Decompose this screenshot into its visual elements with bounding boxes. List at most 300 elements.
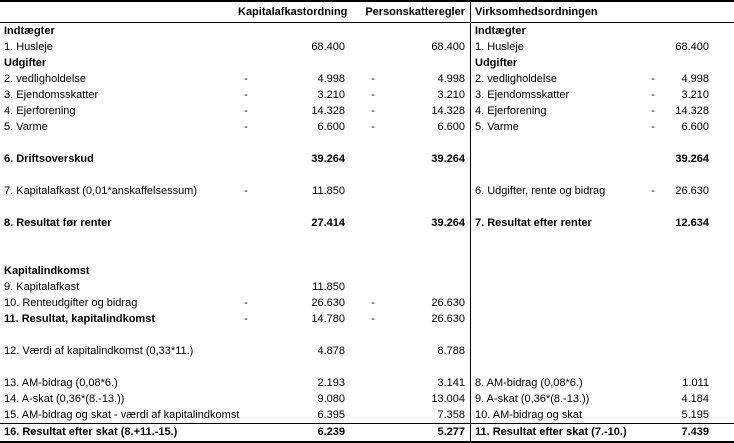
row-label-left: 16. Resultat efter skat (8.+11.-15.) [4,426,178,438]
row-label-right [471,295,645,311]
minus-sign [645,151,661,167]
row-label-right [471,327,645,343]
minus-sign [645,55,661,71]
row-label-left: 1. Husleje [4,41,53,53]
table-row [0,23,734,39]
value-personskatteregler [381,55,465,71]
value-virksomhedsordningen [661,231,709,247]
right-pane [470,327,734,343]
value-kapitalafkastordning: 27.414 [311,217,345,229]
minus-sign [238,135,254,151]
minus-sign [645,327,661,343]
minus-sign [365,167,381,183]
spacer [345,391,365,407]
value-virksomhedsordningen [661,327,709,343]
value-virksomhedsordningen: 39.264 [675,153,709,165]
minus-sign [365,55,381,71]
minus-sign: - [651,73,655,85]
table-row [0,167,734,183]
value-virksomhedsordningen [661,359,709,375]
left-pane [0,55,470,71]
minus-sign [365,263,381,279]
minus-sign [645,343,661,359]
minus-sign [238,247,254,263]
minus-sign: - [651,105,655,117]
value-kapitalafkastordning: 2.193 [317,377,345,389]
right-pane [470,183,734,199]
value-personskatteregler [381,167,465,183]
minus-sign: - [371,313,375,325]
minus-sign [365,151,381,167]
spacer [345,135,365,151]
value-personskatteregler [381,231,465,247]
table-row [0,39,734,55]
value-virksomhedsordningen: 3.210 [681,89,709,101]
minus-sign: - [244,73,248,85]
minus-sign [365,247,381,263]
left-pane [0,359,470,375]
table-row [0,135,734,151]
minus-sign [645,199,661,215]
table-row [0,375,734,391]
minus-sign [238,359,254,375]
table-row [0,215,734,231]
row-label-left: 7. Kapitalafkast (0,01*anskaffelsessum) [4,185,198,197]
row-label-left: 12. Værdi af kapitalindkomst (0,33*11.) [4,345,194,357]
value-kapitalafkastordning: 68.400 [311,41,345,53]
value-personskatteregler: 39.264 [431,153,465,165]
spacer [345,263,365,279]
minus-sign [238,279,254,295]
table-row [0,407,734,423]
table-row [0,327,734,343]
minus-sign [645,311,661,327]
left-pane [0,407,470,423]
value-kapitalafkastordning: 3.210 [317,89,345,101]
value-personskatteregler: 39.264 [431,217,465,229]
minus-sign [645,23,661,39]
table-row [0,119,734,135]
minus-sign [365,135,381,151]
right-pane [470,311,734,327]
minus-sign [365,424,381,441]
row-label-right: 11. Resultat efter skat (7.-10.) [475,426,627,438]
value-personskatteregler: 7.358 [437,409,465,421]
value-personskatteregler [381,183,465,199]
row-label-left: Indtægter [4,25,55,37]
row-label-left [0,247,238,263]
right-pane [470,295,734,311]
row-label-right [471,231,645,247]
spacer [345,71,365,87]
row-label-right [471,151,645,167]
row-label-right: 4. Ejerforening [475,105,547,117]
right-pane [470,247,734,263]
value-virksomhedsordningen [661,263,709,279]
right-pane [470,135,734,151]
right-pane [470,424,734,441]
value-kapitalafkastordning: 14.780 [311,313,345,325]
row-label-left: 10. Renteudgifter og bidrag [4,297,138,309]
value-personskatteregler [381,247,465,263]
value-personskatteregler: 5.277 [437,426,465,438]
value-virksomhedsordningen [661,55,709,71]
row-label-right: Indtægter [475,25,526,37]
row-label-right: Udgifter [475,57,518,69]
value-kapitalafkastordning [254,23,345,39]
right-pane [470,199,734,215]
row-label-right: 1. Husleje [475,41,524,53]
minus-sign [238,263,254,279]
row-label-left: Kapitalindkomst [4,265,90,277]
table-row [0,295,734,311]
value-personskatteregler [381,359,465,375]
minus-sign: - [651,121,655,133]
minus-sign [238,375,254,391]
minus-sign [645,391,661,407]
minus-sign [645,231,661,247]
spacer [345,279,365,295]
value-personskatteregler: 4.998 [437,73,465,85]
right-pane [470,407,734,423]
minus-sign [365,375,381,391]
value-kapitalafkastordning: 14.328 [311,105,345,117]
value-virksomhedsordningen: 5.195 [681,409,709,421]
row-label-left: 5. Varme [4,121,48,133]
left-pane [0,295,470,311]
value-kapitalafkastordning: 26.630 [311,297,345,309]
value-kapitalafkastordning [254,167,345,183]
row-label-right: 3. Ejendomsskatter [475,89,570,101]
minus-sign [238,215,254,231]
minus-sign [365,231,381,247]
spacer [345,311,365,327]
value-virksomhedsordningen [661,199,709,215]
minus-sign [645,407,661,423]
minus-sign: - [651,89,655,101]
minus-sign [365,279,381,295]
table-row [0,151,734,167]
value-virksomhedsordningen [661,295,709,311]
minus-sign [645,295,661,311]
table-row [0,391,734,407]
spacer [345,247,365,263]
value-personskatteregler: 6.600 [437,121,465,133]
left-pane [0,39,470,55]
value-kapitalafkastordning: 6.395 [317,409,345,421]
minus-sign [645,167,661,183]
right-pane [470,87,734,103]
value-virksomhedsordningen: 12.634 [675,217,709,229]
value-virksomhedsordningen [661,167,709,183]
left-pane [0,103,470,119]
value-kapitalafkastordning [254,327,345,343]
table-row [0,247,734,263]
minus-sign [645,215,661,231]
value-personskatteregler [381,327,465,343]
minus-sign: - [244,121,248,133]
header-spacer [0,2,238,22]
value-kapitalafkastordning [254,199,345,215]
row-label-left [0,167,238,183]
right-pane [470,279,734,295]
spacer [345,327,365,343]
row-label-left: 11. Resultat, kapitalindkomst [4,313,155,325]
minus-sign [365,327,381,343]
value-virksomhedsordningen: 4.184 [681,393,709,405]
row-label-left: 2. vedligholdelse [4,73,86,85]
minus-sign [365,359,381,375]
right-pane [470,391,734,407]
table-header-row [0,2,734,23]
minus-sign [645,375,661,391]
table-row [0,263,734,279]
right-pane [470,55,734,71]
row-label-right [471,167,645,183]
value-personskatteregler [381,23,465,39]
minus-sign [238,167,254,183]
left-pane [0,391,470,407]
left-pane [0,23,470,39]
value-personskatteregler [381,199,465,215]
minus-sign [365,343,381,359]
spacer [345,424,365,441]
table-row [0,199,734,215]
spacer [345,103,365,119]
spacer [345,119,365,135]
right-pane [470,71,734,87]
row-label-right [471,263,645,279]
minus-sign [238,231,254,247]
value-personskatteregler: 3.210 [437,89,465,101]
row-label-right: 7. Resultat efter renter [475,217,592,229]
minus-sign [365,23,381,39]
minus-sign [645,279,661,295]
value-personskatteregler: 13.004 [431,393,465,405]
spacer [345,231,365,247]
value-virksomhedsordningen [661,247,709,263]
value-personskatteregler [381,135,465,151]
minus-sign: - [371,89,375,101]
spacer [345,183,365,199]
minus-sign [365,407,381,423]
left-pane [0,311,470,327]
value-virksomhedsordningen: 4.998 [681,73,709,85]
spacer [345,167,365,183]
value-kapitalafkastordning [254,247,345,263]
left-pane [0,231,470,247]
row-label-right: 5. Varme [475,121,519,133]
table-row [0,231,734,247]
table-row [0,183,734,199]
minus-sign [238,55,254,71]
left-pane-header [0,2,470,22]
table-row [0,359,734,375]
table-row [0,87,734,103]
right-pane [470,263,734,279]
value-kapitalafkastordning [254,55,345,71]
row-label-left: 14. A-skat (0,36*(8.-13.)) [4,393,125,405]
value-kapitalafkastordning: 4.878 [317,345,345,357]
value-virksomhedsordningen: 14.328 [675,105,709,117]
row-label-left: Udgifter [4,57,47,69]
table-row [0,343,734,359]
table-row [0,103,734,119]
row-label-right [471,279,645,295]
right-pane [470,215,734,231]
minus-sign [645,263,661,279]
row-label-right: 9. A-skat (0,36*(8.-13.)) [475,393,590,405]
right-pane-header [470,2,734,22]
left-pane [0,151,470,167]
left-pane [0,167,470,183]
right-pane [470,375,734,391]
row-label-left: 8. Resultat før renter [4,217,112,229]
minus-sign [238,391,254,407]
left-pane [0,199,470,215]
minus-sign [645,359,661,375]
minus-sign [238,151,254,167]
column-header-virksomhedsordningen: Virksomhedsordningen [475,6,598,18]
spacer [345,407,365,423]
minus-sign: - [244,185,248,197]
value-kapitalafkastordning: 6.600 [317,121,345,133]
value-virksomhedsordningen: 68.400 [675,41,709,53]
minus-sign [365,199,381,215]
spacer [345,199,365,215]
value-personskatteregler [381,263,465,279]
row-label-left [0,199,238,215]
value-kapitalafkastordning [254,263,345,279]
value-personskatteregler [381,279,465,295]
minus-sign [238,39,254,55]
minus-sign [365,183,381,199]
table-row [0,71,734,87]
value-personskatteregler: 68.400 [431,41,465,53]
minus-sign [238,199,254,215]
spacer [345,23,365,39]
left-pane [0,183,470,199]
row-label-right [471,199,645,215]
row-label-left [0,231,238,247]
minus-sign [645,39,661,55]
column-header-kapitalafkastordning: Kapitalafkastordning [238,6,348,18]
left-pane [0,343,470,359]
value-kapitalafkastordning: 4.998 [317,73,345,85]
row-label-left: 9. Kapitalafkast [4,281,80,293]
row-label-left: 6. Driftsoverskud [4,153,94,165]
value-virksomhedsordningen: 1.011 [682,377,709,389]
minus-sign [645,247,661,263]
minus-sign [365,215,381,231]
right-pane [470,343,734,359]
value-virksomhedsordningen [661,279,709,295]
table-row [0,55,734,71]
row-label-left: 4. Ejerforening [4,105,76,117]
value-personskatteregler: 26.630 [431,313,465,325]
value-kapitalafkastordning: 39.264 [311,153,345,165]
left-pane [0,71,470,87]
value-kapitalafkastordning [254,231,345,247]
left-pane [0,215,470,231]
right-pane [470,359,734,375]
value-personskatteregler: 8.788 [437,345,465,357]
row-label-right [471,247,645,263]
left-pane [0,263,470,279]
row-label-left [0,359,238,375]
row-label-right: 8. AM-bidrag (0,08*6.) [475,377,583,389]
row-label-right: 6. Udgifter, rente og bidrag [475,185,606,197]
value-virksomhedsordningen [661,311,709,327]
row-label-left: 15. AM-bidrag og skat - værdi af kapitalindkomst [4,409,240,421]
minus-sign: - [244,105,248,117]
spacer [345,39,365,55]
table-row [0,311,734,327]
minus-sign [238,327,254,343]
left-pane [0,279,470,295]
minus-sign [238,407,254,423]
minus-sign [365,391,381,407]
row-label-left: 3. Ejendomsskatter [4,89,99,101]
value-virksomhedsordningen [661,343,709,359]
minus-sign: - [244,297,248,309]
value-virksomhedsordningen: 6.600 [681,121,709,133]
spacer [345,295,365,311]
row-label-right [471,343,645,359]
right-pane [470,231,734,247]
left-pane [0,119,470,135]
right-pane [470,103,734,119]
left-pane [0,424,470,441]
value-virksomhedsordningen [661,23,709,39]
right-pane [470,167,734,183]
left-pane [0,327,470,343]
value-virksomhedsordningen: 26.630 [675,185,709,197]
table-row [0,279,734,295]
left-pane [0,87,470,103]
value-virksomhedsordningen [661,135,709,151]
spacer [345,359,365,375]
table-body [0,23,734,441]
row-label-right: 2. vedligholdelse [475,73,557,85]
minus-sign: - [244,89,248,101]
minus-sign: - [244,313,248,325]
row-label-right [471,135,645,151]
value-kapitalafkastordning: 9.080 [317,393,345,405]
row-label-left [0,135,238,151]
row-label-right [471,311,645,327]
minus-sign [238,343,254,359]
row-label-left [0,327,238,343]
row-label-right: 10. AM-bidrag og skat [475,409,583,421]
spacer [345,55,365,71]
right-pane [470,119,734,135]
left-pane [0,375,470,391]
value-kapitalafkastordning [254,359,345,375]
value-personskatteregler: 14.328 [431,105,465,117]
minus-sign: - [371,121,375,133]
left-pane [0,247,470,263]
value-kapitalafkastordning: 11.850 [312,281,345,293]
value-kapitalafkastordning: 11.850 [312,185,345,197]
minus-sign: - [651,185,655,197]
minus-sign [238,424,254,441]
spacer [345,151,365,167]
spacer [345,87,365,103]
minus-sign: - [371,105,375,117]
minus-sign: - [371,297,375,309]
minus-sign: - [371,73,375,85]
